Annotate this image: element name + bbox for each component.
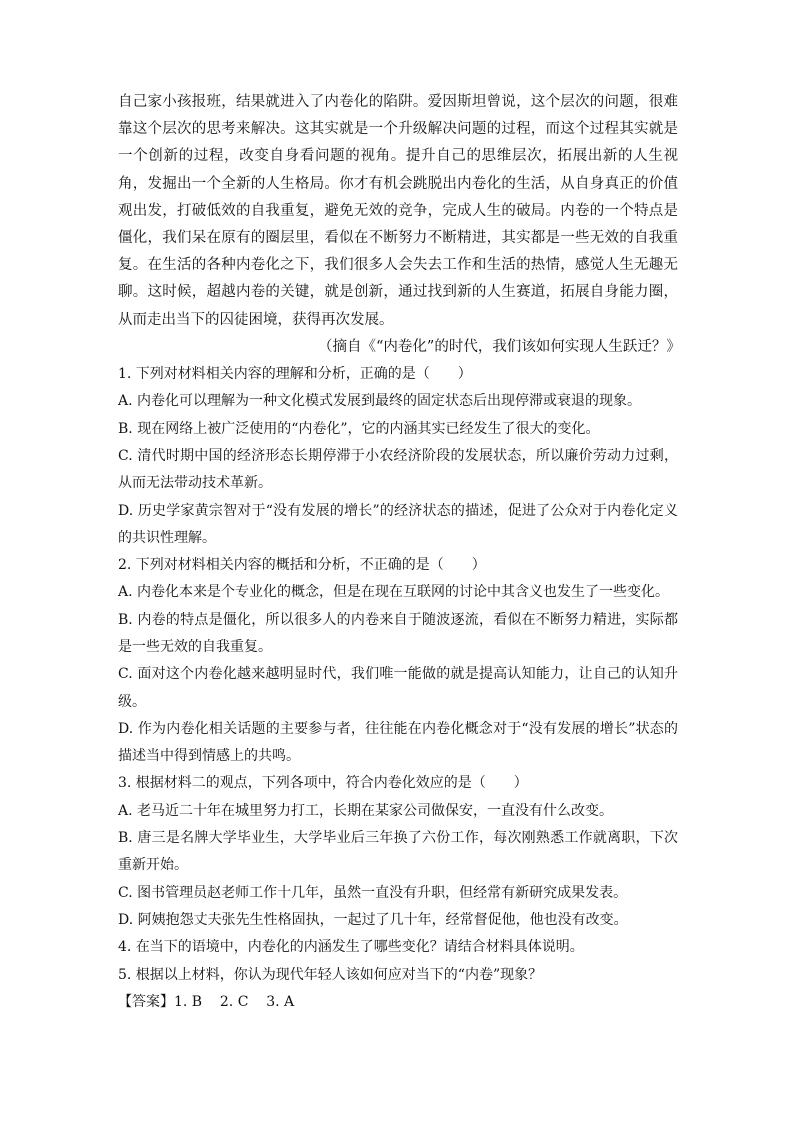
option-d: D. 历史学家黄宗智对于“没有发展的增长”的经济状态的描述，促进了公众对于内卷化定义的共识性理解。 [118,502,678,546]
question-2 [118,552,678,770]
question-stem: 2. 下列对材料相关内容的概括和分析，不正确的是（ ） [118,557,486,574]
option-a: A. 内卷化可以理解为一种文化模式发展到最终的固定状态后出现停滞或衰退的现象。 [118,393,642,410]
question-5 [118,962,678,989]
option-c: C. 面对这个内卷化越来越明显时代，我们唯一能做的就是提高认知能力，让自己的认知升级。 [118,666,678,710]
question-stem: 5. 根据以上材料，你认为现代年轻人该如何应对当下的“内卷”现象？ [118,966,543,983]
passage-text: 自己家小孩报班，结果就进入了内卷化的陷阱。爱因斯坦曾说，这个层次的问题，很难靠这个层次的思考来解决。这其实就是一个升级解决问题的过程，而这个过程其实就是一个创新的过程，改变自身看问题的视角。提升自己的思维层次，拓展出新的人生视角，发掘出一个全新的人生格局。你才有机会跳脱出内卷化的生活，从自身真正的价值观出发，打破低效的自我重复，避免无效的竞争，完成人生的破局。内卷的一个特点是僵化，我们呆在原有的圈层里，看似在不断努力不断精进，其实都是一些无效的自我重复。在生活的各种内卷化之下，我们很多人会失去工作和生活的热情，感觉人生无趣无聊。这时候，超越内卷的关键，就是创新，通过找到新的人生赛道，拓展自身能力圈，从而走出当下的囚徒困境，获得再次发展。 [118,94,678,328]
source-citation: （摘自《“内卷化”的时代，我们该如何实现人生跃迁？》 [318,338,681,355]
option-c: C. 图书管理员赵老师工作十几年，虽然一直没有升职，但经常有新研究成果发表。 [118,884,628,901]
option-d: D. 阿姨抱怨丈夫张先生性格固执，一起过了几十年，经常督促他，他也没有改变。 [118,911,628,928]
option-a: A. 老马近二十年在城里努力打工，长期在某家公司做保安，一直没有什么改变。 [118,802,614,819]
option-b: B. 现在网络上被广泛使用的“内卷化”，它的内涵其实已经发生了很大的变化。 [118,420,600,437]
option-a: A. 内卷化本来是个专业化的概念，但是在现在互联网的讨论中其含义也发生了一些变化。 [118,584,670,601]
option-b: B. 内卷的特点是僵化，所以很多人的内卷来自于随波逐流，看似在不断努力精进，实际都是一些无效的自我重复。 [118,611,678,655]
option-d: D. 作为内卷化相关话题的主要参与者，往往能在内卷化概念对于“没有发展的增长”状态的描述当中得到情感上的共鸣。 [118,720,678,765]
question-4 [118,934,678,961]
question-1 [118,361,678,552]
question-stem: 1. 下列对材料相关内容的理解和分析，正确的是（ ） [118,366,472,383]
option-c: C. 清代时期中国的经济形态长期停滞于小农经济阶段的发展状态，所以廉价劳动力过剩，从而无法带动技术革新。 [118,447,678,492]
question-stem: 4. 在当下的语境中，内卷化的内涵发生了哪些变化？请结合材料具体说明。 [118,939,584,956]
question-stem: 3. 根据材料二的观点，下列各项中，符合内卷化效应的是（ ） [118,775,528,792]
option-b: B. 唐三是名牌大学毕业生，大学毕业后三年换了六份工作，每次刚熟悉工作就离职，下次重新开始。 [118,830,678,874]
document-page [118,89,681,1016]
question-3 [118,770,678,934]
answer-key: 【答案】1. B 2. C 3. A [118,993,295,1010]
